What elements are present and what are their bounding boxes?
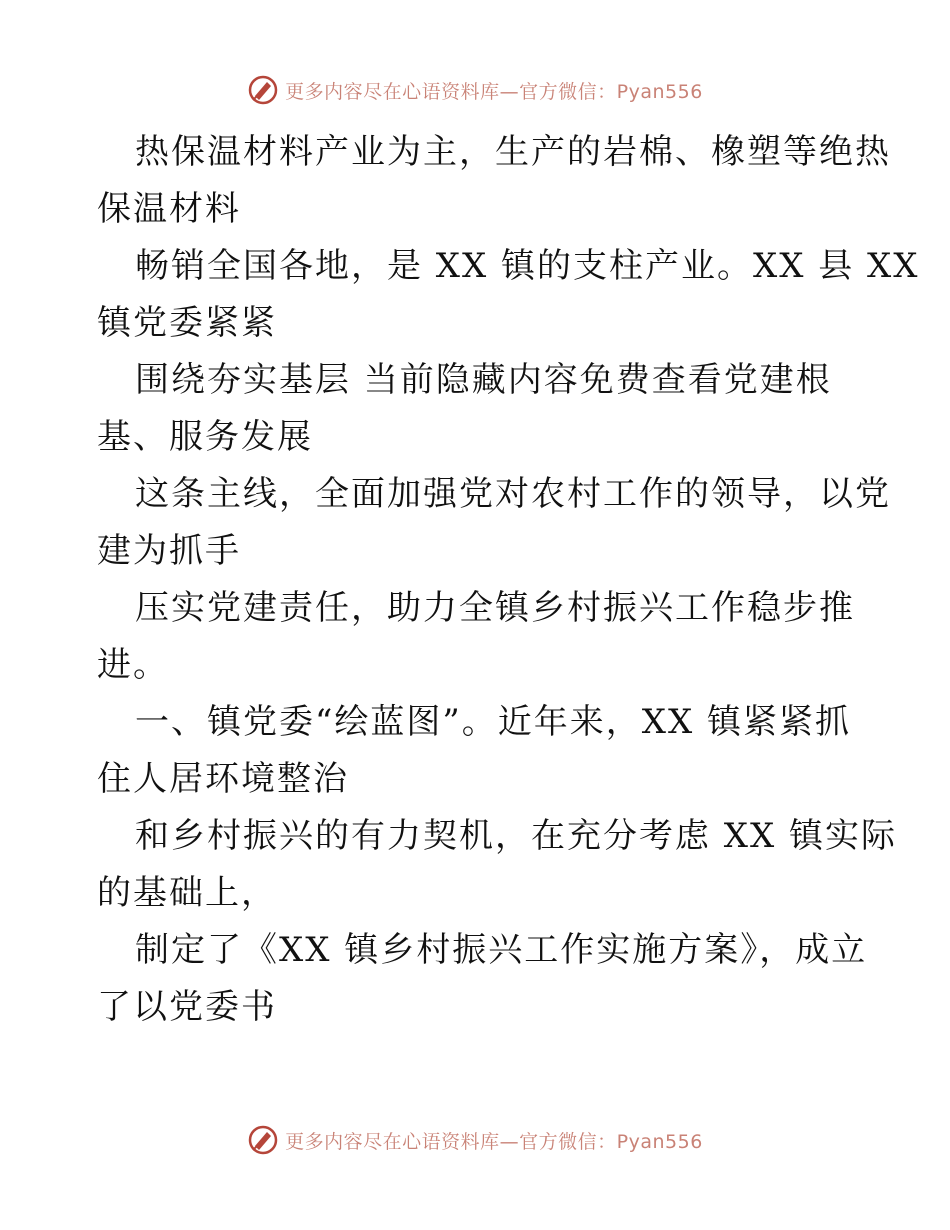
footer-watermark-banner xyxy=(0,1120,950,1160)
paragraph-line: 这条主线，全面加强党对农村工作的领导，以党 xyxy=(135,474,891,514)
paragraph-line: 建为抓手 xyxy=(97,531,241,571)
paragraph-line: 畅销全国各地，是 XX 镇的支柱产业。XX 县 XX xyxy=(135,246,920,286)
paragraph-line: 压实党建责任，助力全镇乡村振兴工作稳步推 xyxy=(135,588,855,628)
paragraph-line: 围绕夯实基层 当前隐藏内容免费查看党建根 xyxy=(135,360,832,400)
header-watermark-banner xyxy=(0,70,950,110)
footer-banner-text: 更多内容尽在心语资料库—官方微信：Pyan556 xyxy=(285,1130,703,1153)
header-banner-text: 更多内容尽在心语资料库—官方微信：Pyan556 xyxy=(285,80,703,103)
paragraph-line: 了以党委书 xyxy=(97,987,277,1027)
paragraph-line: 制定了《XX 镇乡村振兴工作实施方案》，成立 xyxy=(135,930,868,970)
paragraph xyxy=(97,466,891,580)
paragraph-line: 进。 xyxy=(97,645,169,685)
paragraph xyxy=(97,352,867,466)
paragraph-line: 镇党委紧紧 xyxy=(97,303,277,343)
paragraph xyxy=(97,694,867,808)
paragraph xyxy=(97,922,867,1036)
paragraph xyxy=(97,808,898,922)
paragraph xyxy=(97,124,891,238)
paragraph xyxy=(97,238,920,352)
paragraph-line: 的基础上， xyxy=(97,873,277,913)
document-body xyxy=(97,124,920,1036)
logo-icon xyxy=(247,1124,279,1156)
paragraph-line: 和乡村振兴的有力契机，在充分考虑 XX 镇实际 xyxy=(135,816,898,856)
logo-icon xyxy=(247,74,279,106)
paragraph-line: 热保温材料产业为主，生产的岩棉、橡塑等绝热 xyxy=(135,132,891,172)
paragraph-line: 住人居环境整治 xyxy=(97,759,349,799)
paragraph-line: 保温材料 xyxy=(97,189,241,229)
paragraph xyxy=(97,580,867,694)
paragraph-line: 基、服务发展 xyxy=(97,417,313,457)
paragraph-line: 一、镇党委“绘蓝图”。近年来，XX 镇紧紧抓 xyxy=(135,702,851,742)
